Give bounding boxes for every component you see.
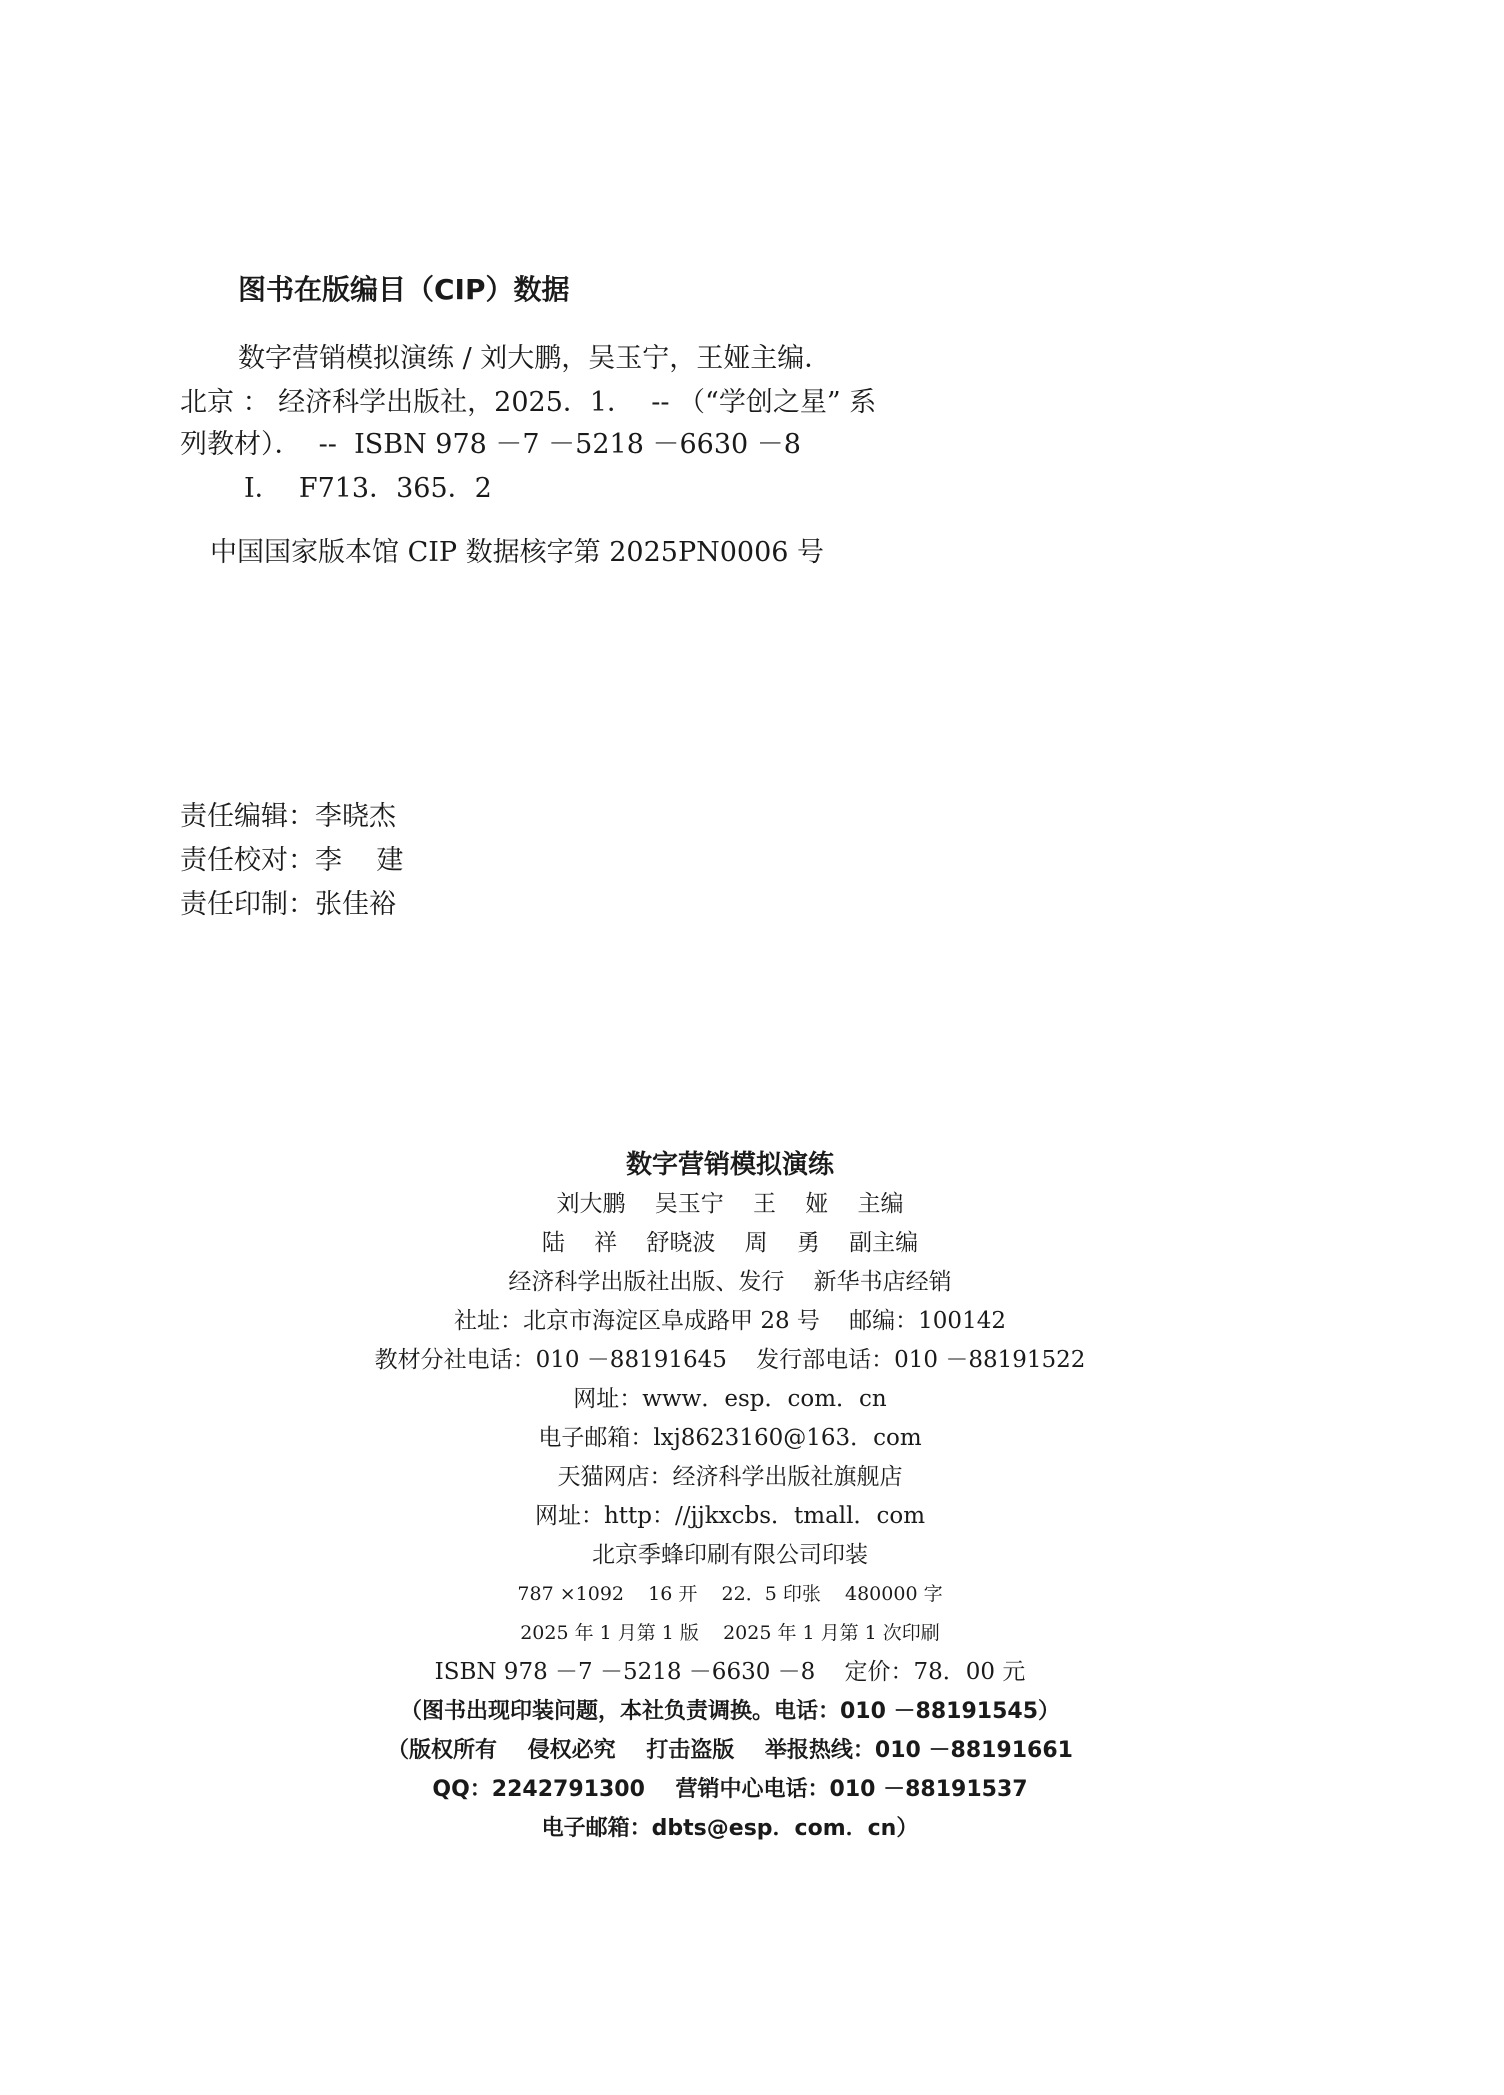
specs-line: 787 ×1092 16 开 22．5 印张 480000 字 — [517, 1583, 943, 1605]
staff-name: 李晓杰 — [315, 801, 396, 832]
address-line: 社址：北京市海淀区阜成路甲 28 号 邮编：100142 — [454, 1308, 1006, 1334]
responsible-staff — [180, 795, 403, 927]
edition-line: 2025 年 1 月第 1 版 2025 年 1 月第 1 次印刷 — [520, 1622, 940, 1644]
website-line: 网址：www．esp．com．cn — [573, 1386, 887, 1412]
email-line: 电子邮箱：lxj8623160@163．com — [538, 1425, 922, 1451]
copyright-notice: （版权所有 侵权必究 打击盗版 举报热线：010 －88191661 — [387, 1738, 1073, 1763]
cip-isbn-line: 列教材）． -- ISBN 978 －7 －5218 －6630 －8 — [180, 429, 801, 460]
editors-line: 刘大鹏 吴玉宁 王 娅 主编 — [556, 1191, 904, 1217]
tmall-store-line: 天猫网店：经济科学出版社旗舰店 — [557, 1464, 903, 1490]
isbn-price-line: ISBN 978 －7 －5218 －6630 －8 定价：78．00 元 — [434, 1659, 1026, 1685]
print-issue-notice: （图书出现印装问题，本社负责调换。电话：010 －88191545） — [399, 1699, 1061, 1724]
cip-title-line: 数字营销模拟演练 / 刘大鹏，吴玉宁，王娅主编． — [238, 343, 832, 374]
colophon — [300, 1146, 1160, 1848]
tmall-url-line: 网址：http：//jjkxcbs．tmall．com — [534, 1503, 926, 1529]
deputy-editors-line: 陆 祥 舒晓波 周 勇 副主编 — [541, 1230, 919, 1256]
cip-heading: 图书在版编目（CIP）数据 — [238, 273, 570, 306]
qq-marketing-line: QQ：2242791300 营销中心电话：010 －88191537 — [432, 1777, 1028, 1802]
staff-name: 张佳裕 — [315, 889, 396, 920]
cip-record-number: 中国国家版本馆 CIP 数据核字第 2025PN0006 号 — [210, 537, 825, 568]
cip-publisher-line: 北京 ： 经济科学出版社，2025．1． -- （“学创之星” 系 — [180, 387, 877, 418]
staff-row-editor — [180, 795, 403, 839]
staff-name: 李 建 — [315, 845, 404, 876]
staff-row-printing — [180, 883, 403, 927]
publisher-line: 经济科学出版社出版、发行 新华书店经销 — [508, 1269, 952, 1295]
staff-label: 责任印制： — [180, 889, 315, 920]
staff-label: 责任校对： — [180, 845, 315, 876]
printer-line: 北京季蜂印刷有限公司印装 — [592, 1542, 868, 1568]
book-title: 数字营销模拟演练 — [625, 1150, 834, 1180]
cip-classification-line: Ⅰ． F713．365．2 — [244, 473, 492, 504]
staff-label: 责任编辑： — [180, 801, 315, 832]
contact-email-line: 电子邮箱：dbts@esp．com．cn） — [541, 1816, 919, 1841]
staff-row-proofreader — [180, 839, 403, 883]
phones-line: 教材分社电话：010 －88191645 发行部电话：010 －88191522 — [374, 1347, 1086, 1373]
